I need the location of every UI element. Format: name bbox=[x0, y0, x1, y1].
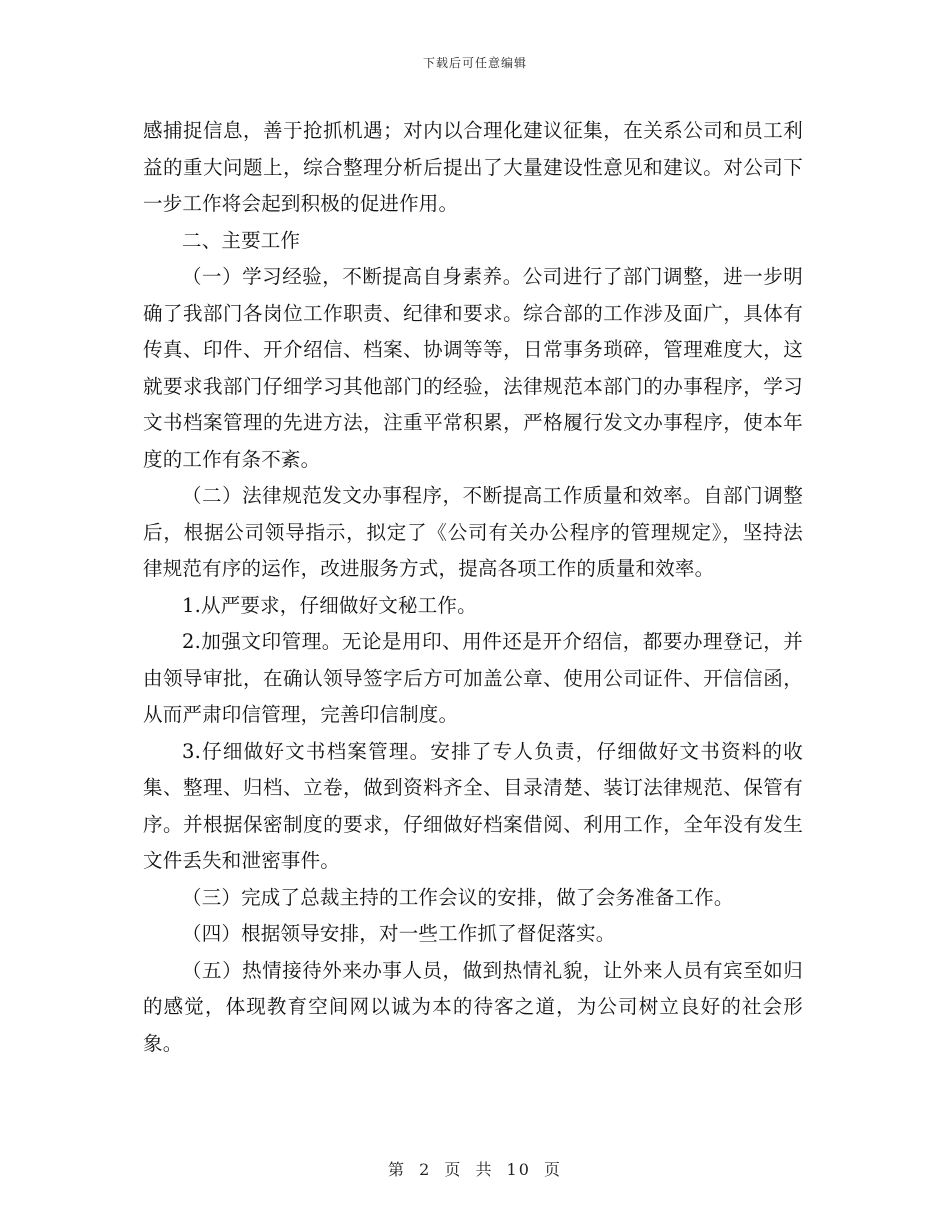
list-item: 3.仔细做好文书档案管理。安排了专人负责，仔细做好文书资料的收集、整理、归档、立卷，做到资料齐全、目录清楚、装订法律规范、保管有序。并根据保密制度的要求，仔细做好档案借阅、利用工作，全年没有发生文件丢失和泄密事件。 bbox=[143, 739, 803, 872]
paragraph: （四）根据领导安排，对一些工作抓了督促落实。 bbox=[182, 922, 616, 945]
header-note: 下载后可任意编辑 bbox=[422, 56, 527, 70]
paragraph: （一）学习经验，不断提高自身素养。公司进行了部门调整，进一步明确了我部门各岗位工作职责、纪律和要求。综合部的工作涉及面广，具体有传真、印件、开介绍信、档案、协调等等，日常事务琐碎，管理难度大，这就要求我部门仔细学习其他部门的经验，法律规范本部门的办事程序，学习文书档案管理的先进方法，注重平常积累，严格履行发文办事程序，使本年度的工作有条不紊。 bbox=[143, 265, 803, 471]
page-number: 第 2 页 共 10 页 bbox=[388, 1160, 562, 1179]
paragraph: （二）法律规范发文办事程序，不断提高工作质量和效率。自部门调整后，根据公司领导指示，拟定了《公司有关办公程序的管理规定》，坚持法律规范有序的运作，改进服务方式，提高各项工作的质量和效率。 bbox=[143, 484, 803, 580]
paragraph: （三）完成了总裁主持的工作会议的安排，做了会务准备工作。 bbox=[182, 885, 734, 909]
list-item: 2.加强文印管理。无论是用印、用件还是开介绍信，都要办理登记，并由领导审批，在确认领导签字后方可加盖公章、使用公司证件、开信信函，从而严肃印信管理，完善印信制度。 bbox=[143, 630, 803, 726]
paragraph: 感捕捉信息，善于抢抓机遇；对内以合理化建议征集，在关系公司和员工利益的重大问题上，综合整理分析后提出了大量建设性意见和建议。对公司下一步工作将会起到积极的促进作用。 bbox=[143, 119, 803, 215]
list-item: 1.从严要求，仔细做好文秘工作。 bbox=[182, 593, 477, 617]
document-body bbox=[143, 113, 803, 1062]
paragraph: （五）热情接待外来办事人员，做到热情礼貌，让外来人员有宾至如归的感觉，体现教育空间网以诚为本的待客之道，为公司树立良好的社会形象。 bbox=[143, 958, 803, 1055]
section-heading: 二、主要工作 bbox=[182, 228, 301, 252]
